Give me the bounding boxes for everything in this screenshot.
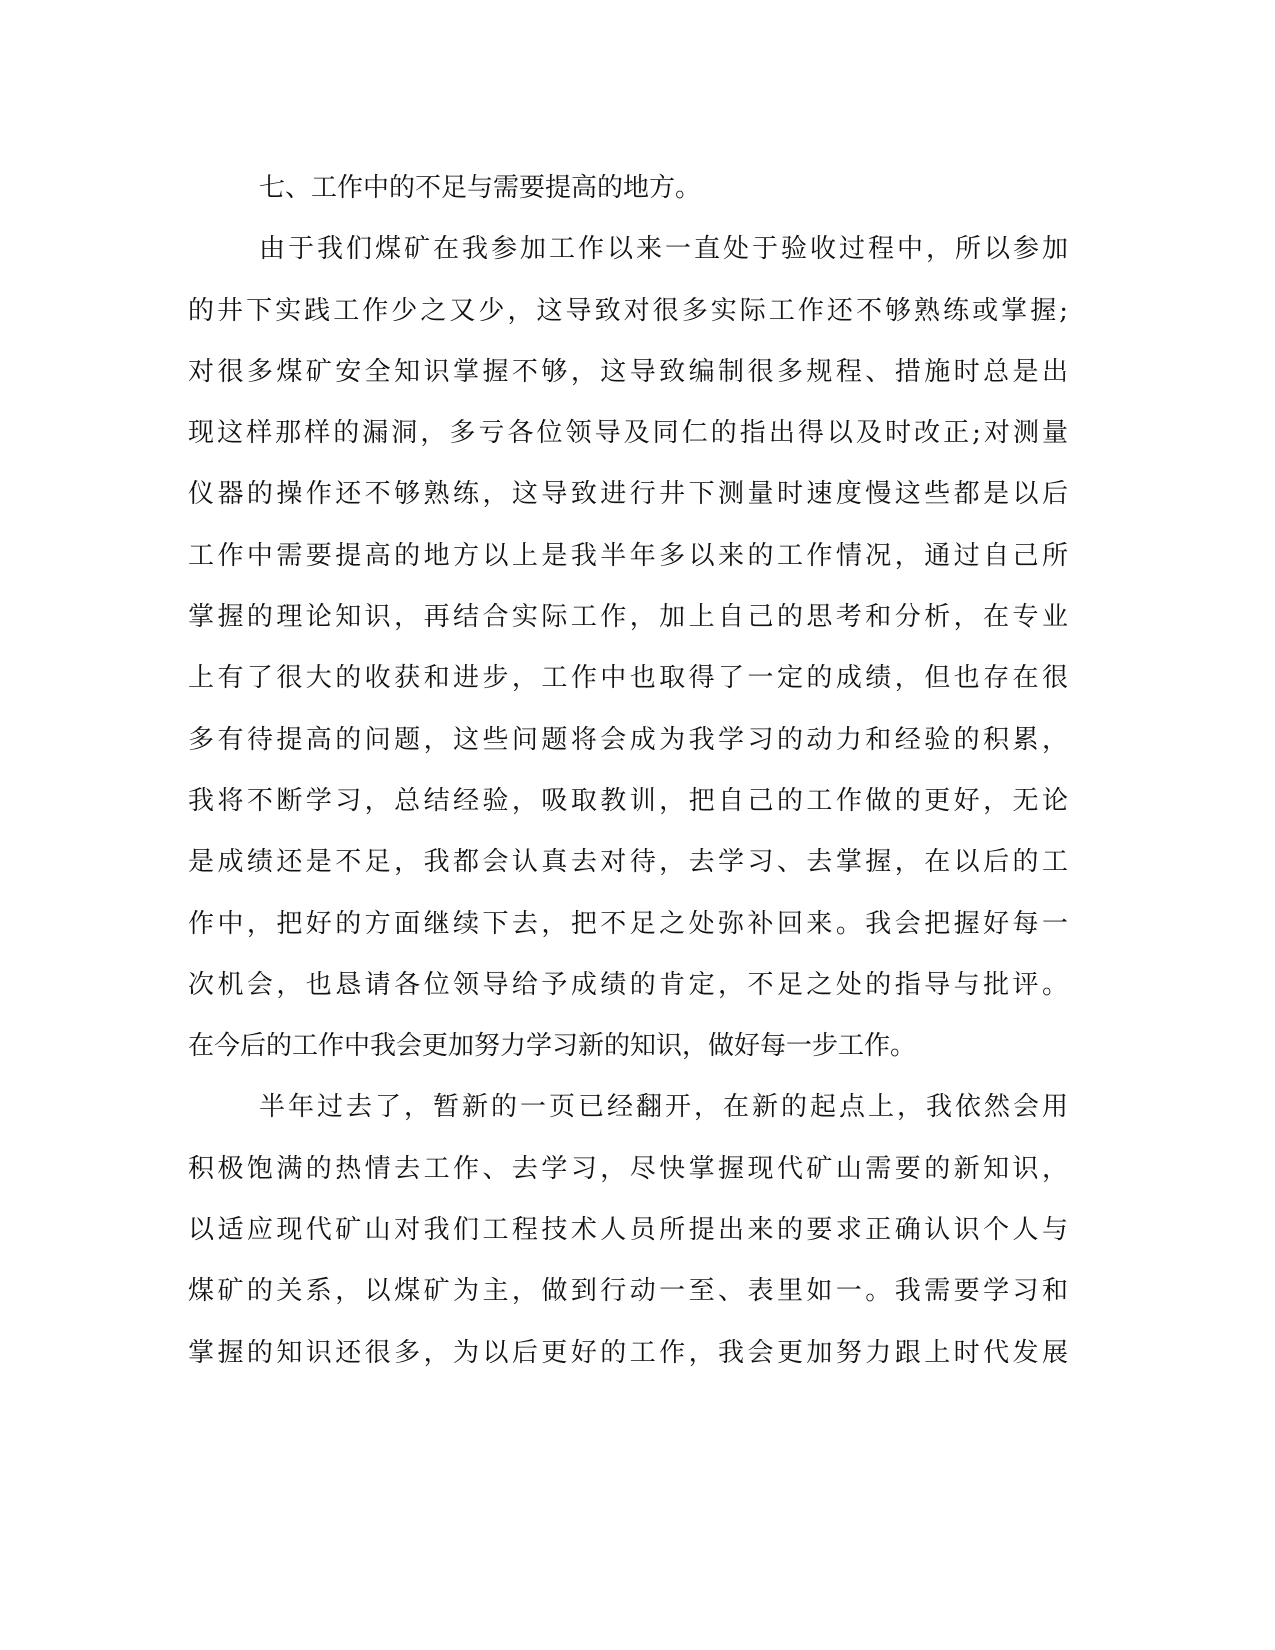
section-heading: 七、工作中的不足与需要提高的地方。 [259,173,702,203]
paragraph-line: 作中，把好的方面继续下去，把不足之处弥补回来。我会把握好每一 [188,908,1068,939]
paragraph-line: 是成绩还是不足，我都会认真去对待，去学习、去掌握，在以后的工 [188,847,1068,878]
paragraph-line: 工作中需要提高的地方以上是我半年多以来的工作情况，通过自己所 [188,540,1068,571]
paragraph-line: 的井下实践工作少之又少，这导致对很多实际工作还不够熟练或掌握; [188,295,1068,326]
paragraph-line: 仪器的操作还不够熟练，这导致进行井下测量时速度慢这些都是以后 [188,479,1068,510]
paragraph-line: 在今后的工作中我会更加努力学习新的知识，做好每一步工作。 [188,1031,917,1062]
paragraph-line: 半年过去了，暂新的一页已经翻开，在新的起点上，我依然会用 [259,1092,1068,1123]
paragraph-line: 对很多煤矿安全知识掌握不够，这导致编制很多规程、措施时总是出 [188,356,1068,387]
paragraph-line: 多有待提高的问题，这些问题将会成为我学习的动力和经验的积累， [188,724,1068,755]
paragraph-line: 现这样那样的漏洞，多亏各位领导及同仁的指出得以及时改正;对测量 [188,418,1068,449]
paragraph-line: 掌握的知识还很多，为以后更好的工作，我会更加努力跟上时代发展 [188,1337,1068,1368]
paragraph-line: 积极饱满的热情去工作、去学习，尽快掌握现代矿山需要的新知识， [188,1153,1068,1184]
document-body [188,158,1068,1384]
paragraph-line: 次机会，也恳请各位领导给予成绩的肯定，不足之处的指导与批评。 [188,969,1068,1000]
paragraph-line: 掌握的理论知识，再结合实际工作，加上自己的思考和分析，在专业 [188,602,1068,633]
paragraph-line: 我将不断学习，总结经验，吸取教训，把自己的工作做的更好，无论 [188,785,1068,816]
paragraph-line: 由于我们煤矿在我参加工作以来一直处于验收过程中，所以参加 [259,234,1068,265]
paragraph-line: 上有了很大的收获和进步，工作中也取得了一定的成绩，但也存在很 [188,663,1068,694]
paragraph-line: 煤矿的关系，以煤矿为主，做到行动一至、表里如一。我需要学习和 [188,1276,1068,1307]
paragraph-line: 以适应现代矿山对我们工程技术人员所提出来的要求正确认识个人与 [188,1215,1068,1246]
